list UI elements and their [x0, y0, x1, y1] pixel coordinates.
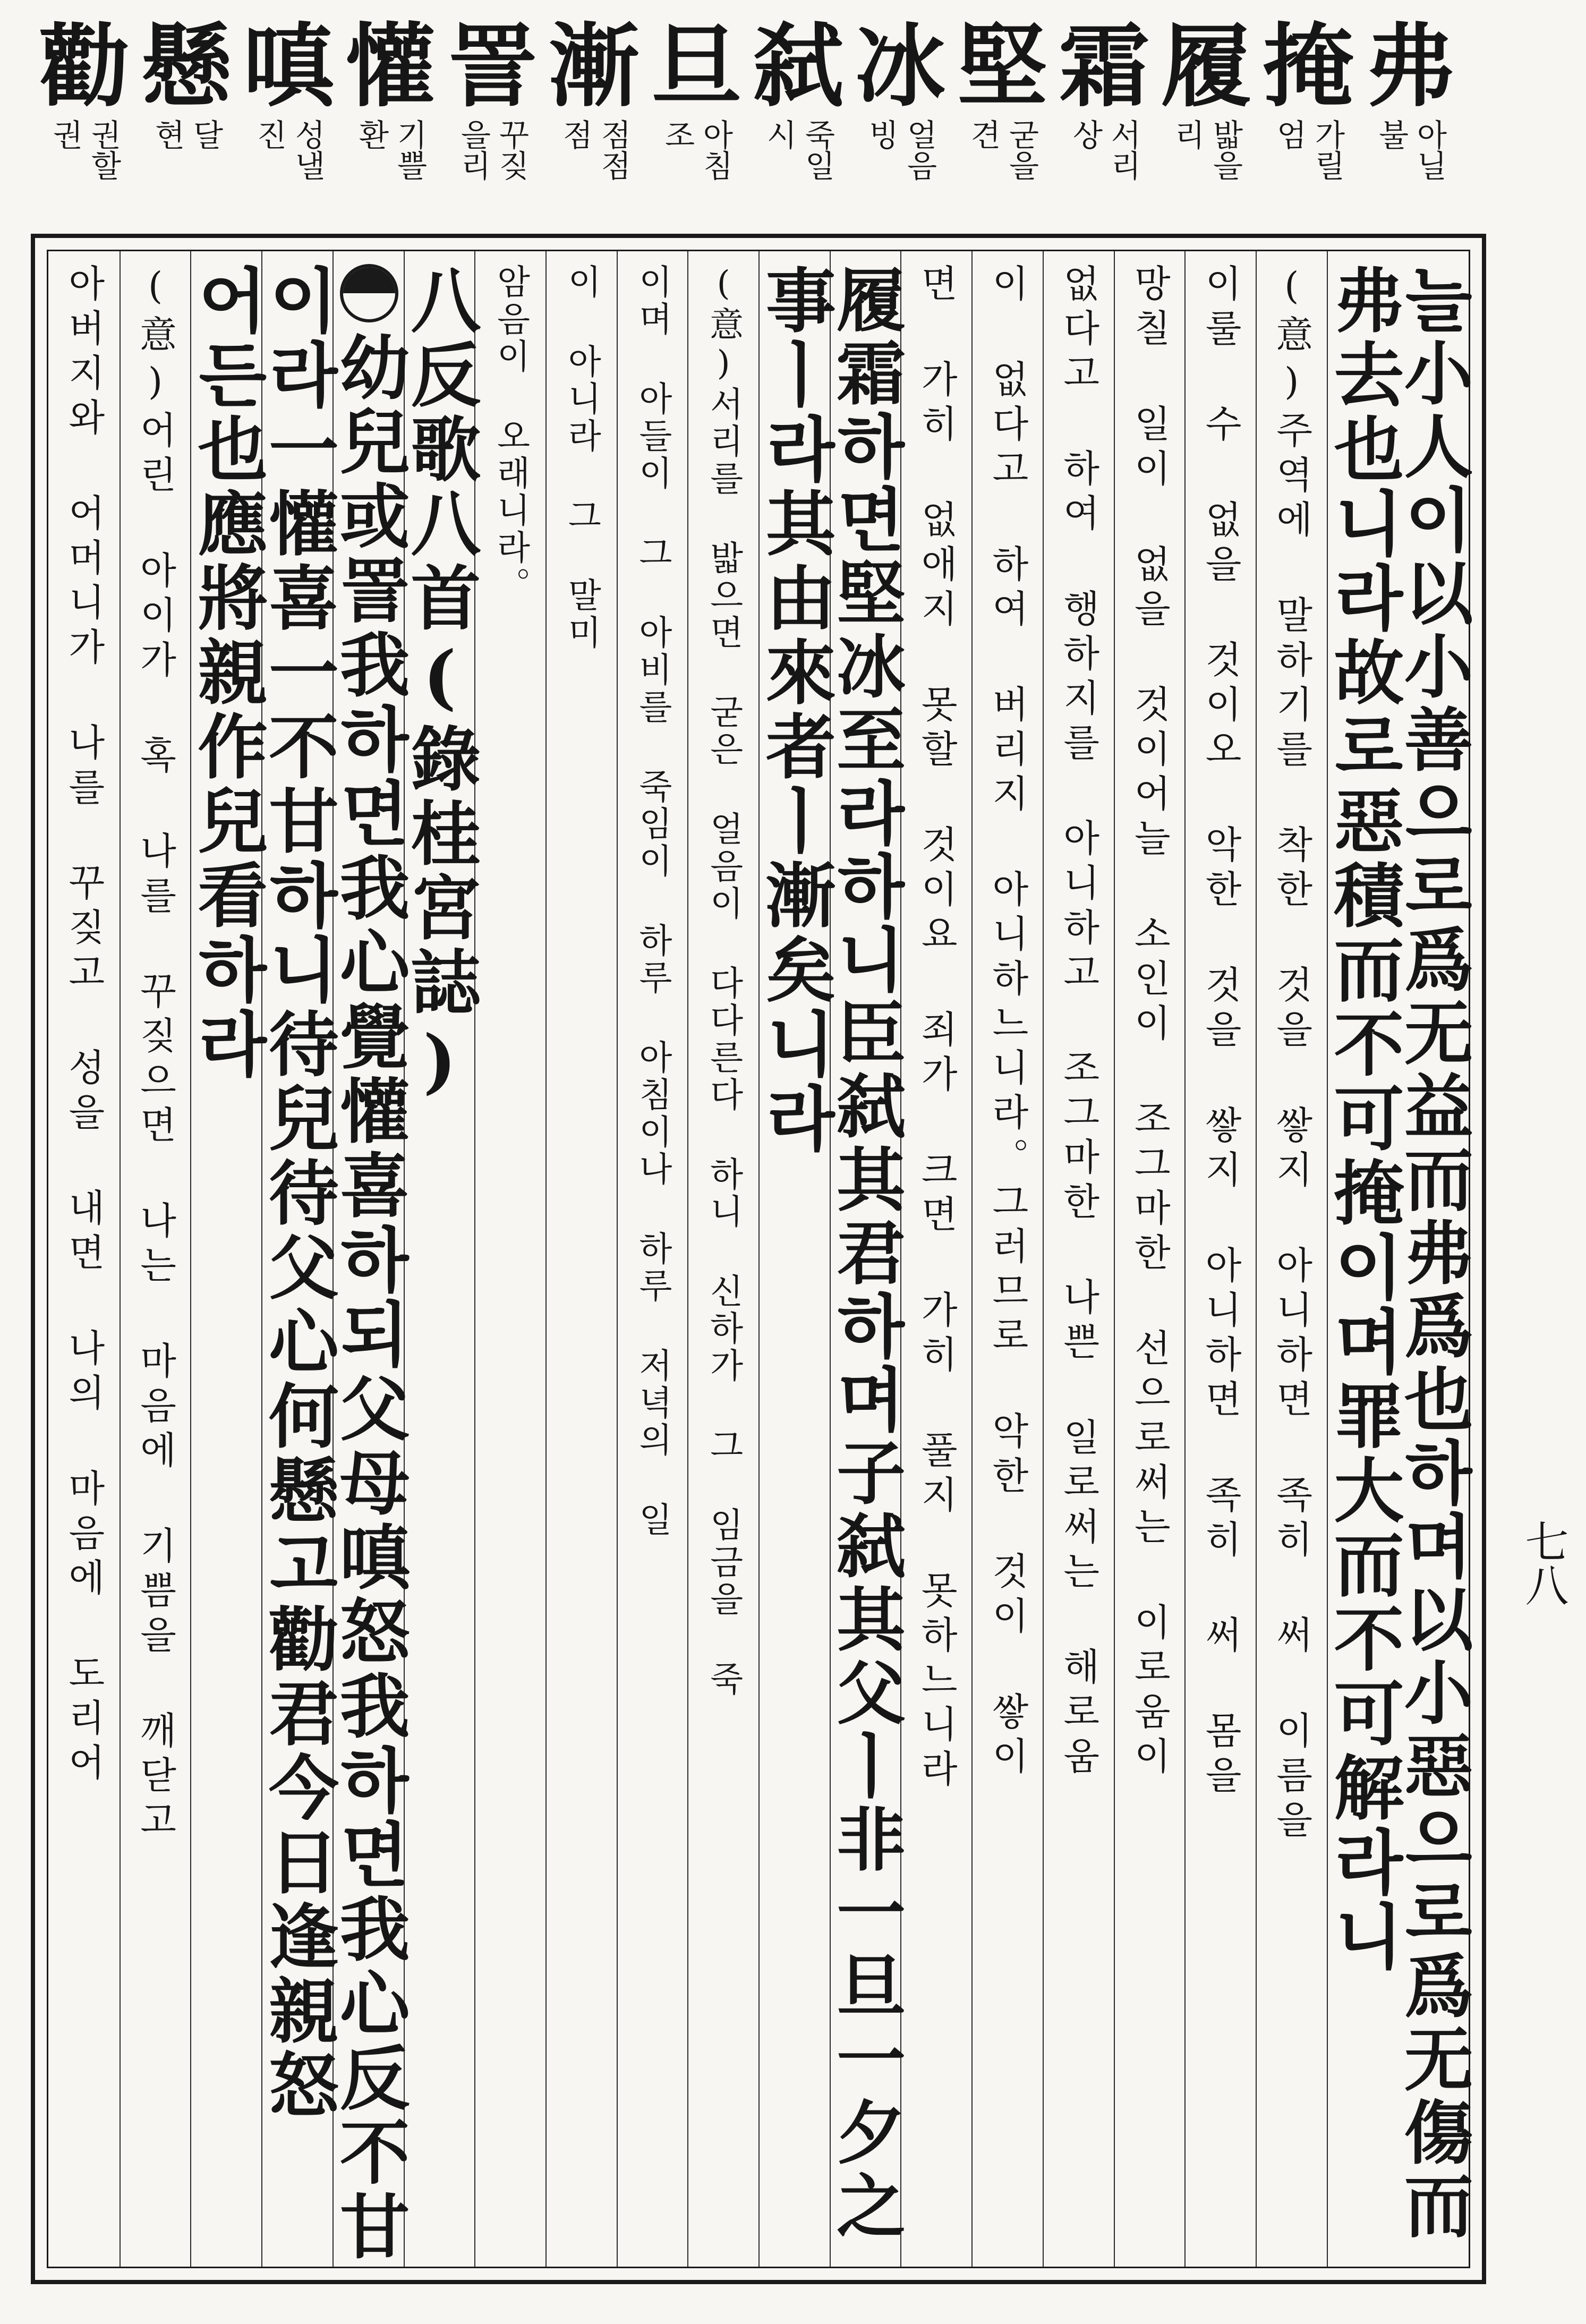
glossary-meaning: 밟을 [1207, 119, 1243, 181]
glossary-meaning: 얼음 [901, 119, 937, 181]
glossary-meaning: 가릴 [1309, 119, 1345, 181]
korean-translation-line: 아버지와 어머니가 나를 꾸짖고 성을 내면 나의 마음에 도리어 [62, 264, 106, 1787]
glossary-sound: 상 [1067, 119, 1103, 150]
glossary-char: 堅 [957, 13, 1047, 120]
text-frame-inner [47, 250, 1474, 2268]
text-frame [31, 234, 1486, 2284]
taeguk-icon [340, 264, 398, 322]
korean-translation-line: 이 없다고 하여 버리지 아니하느니라。그러므로 악한 것이 쌓이 [985, 264, 1029, 1781]
text-column [971, 251, 1043, 2267]
hanja-passage-line: 이라一懽喜一不甘하니待兒待父心何懸고勸君今日逢親怒 [256, 264, 339, 2123]
glossary-meaning: 죽일 [799, 119, 835, 181]
glossary-sound: 리 [1169, 119, 1205, 150]
glossary-sound: 시 [761, 119, 797, 150]
korean-translation-line: 망칠 일이 없을 것이어늘 소인이 조그마한 선으로써는 이로움이 [1128, 264, 1172, 1781]
glossary-meaning: 달 [187, 119, 224, 150]
glossary-char: 漸 [549, 13, 639, 120]
glossary-meaning: 아닐 [1411, 119, 1447, 181]
glossary-sound: 권 [47, 119, 83, 150]
glossary-sound: 진 [251, 119, 287, 150]
glossary-meaning: 권할 [86, 119, 122, 181]
glossary-meaning: 기쁠 [391, 119, 428, 181]
text-column [1114, 251, 1185, 2267]
glossary-sound: 을리 [455, 119, 491, 181]
glossary-char: 霜 [1059, 13, 1149, 120]
glossary-char: 弗 [1365, 13, 1455, 120]
text-column [753, 251, 836, 2267]
glossary-char: 冰 [855, 13, 945, 120]
korean-translation-line: 암음이 오래니라。 [491, 264, 531, 604]
text-column [120, 251, 191, 2267]
hanja-passage-line: 幼兒或詈我하면我心覺懽喜하되父母嗔怒我하면我心反不甘 [327, 331, 410, 2265]
korean-translation-line: 이룰 수 없을 것이오 악한 것을 쌓지 아니하면 족히 써 몸을 [1199, 264, 1243, 1800]
text-column [1184, 251, 1256, 2267]
glossary-char: 勸 [39, 13, 130, 120]
glossary-char: 懸 [141, 13, 232, 120]
glossary-sound: 환 [353, 119, 389, 150]
glossary-sound: 견 [965, 119, 1001, 150]
text-column [474, 251, 545, 2267]
text-column [617, 251, 688, 2267]
korean-translation-line: 이며 아들이 그 아비를 죽임이 하루 아침이나 하루 저녁의 일 [633, 264, 672, 1539]
glossary-meaning: 아침 [697, 119, 734, 181]
text-column [185, 251, 268, 2267]
glossary-char: 掩 [1263, 13, 1353, 120]
hanja-passage-line: 弗去也니라故로惡積而不可掩이며罪大而不可解라니 [1321, 264, 1404, 1974]
text-column [545, 251, 617, 2267]
text-column [1393, 251, 1474, 2267]
glossary-char: 懽 [345, 13, 436, 120]
text-column [825, 251, 907, 2267]
glossary-char: 旦 [651, 13, 741, 120]
text-column [687, 251, 758, 2267]
korean-translation-line: (意)어린 아이가 혹 나를 꾸짖으면 나는 마음에 기쁨을 깨닫고 [133, 264, 177, 1845]
text-column [900, 251, 971, 2267]
glossary-sound: 불 [1373, 119, 1409, 150]
korean-translation-line: 이 아니라 그 말미 [561, 264, 601, 652]
glossary-entry [13, 13, 156, 228]
text-column [1043, 251, 1114, 2267]
glossary-sound: 조 [659, 119, 695, 150]
glossary-char: 詈 [447, 13, 538, 120]
text-column [48, 251, 120, 2267]
text-column [256, 251, 339, 2267]
page-number: 七八 [1518, 1519, 1568, 1606]
korean-translation-line: 면 가히 없애지 못할 것이요 죄가 크면 가히 풀지 못하느니라 [915, 264, 959, 1794]
hanja-passage-line: 八反歌八首(錄桂宮誌) [398, 264, 481, 1106]
text-column [398, 251, 481, 2267]
glossary-char: 嗔 [243, 13, 334, 120]
glossary-sound: 빙 [863, 119, 899, 150]
glossary-meaning: 서리 [1105, 119, 1141, 181]
korean-translation-line: (意)주역에 말하기를 착한 것을 쌓지 아니하면 족히 써 이름을 [1269, 264, 1314, 1845]
glossary-sound: 엄 [1271, 119, 1307, 150]
text-column [1321, 251, 1404, 2267]
text-column [1256, 251, 1327, 2267]
glossary-meaning: 성낼 [289, 119, 326, 181]
glossary-char: 履 [1161, 13, 1251, 120]
glossary-char: 弑 [753, 13, 843, 120]
glossary-sound: 현 [149, 119, 185, 150]
hanja-passage-line: 事ㅣ라其由來者ㅣ漸矣니라 [753, 264, 836, 1156]
korean-translation-line: (意)서리를 밟으면 굳은 얼음이 다다른다 하니 신하가 그 임금을 죽 [704, 264, 744, 1698]
glossary-meaning: 굳을 [1003, 119, 1039, 181]
glossary-meaning: 점점 [595, 119, 632, 181]
korean-translation-line: 없다고 하여 행하지를 아니하고 조그마한 나쁜 일로써는 해로움 [1056, 264, 1101, 1781]
hanja-passage-line: 늘小人이以小善으로爲无益而弗爲也하며以小惡으로爲无傷而 [1393, 264, 1474, 2243]
glossary-strip [32, 13, 1482, 228]
glossary-sound: 점 [557, 119, 593, 150]
glossary-meaning: 꾸짖 [493, 119, 530, 181]
hanja-passage-line: 어든也應將親作兒看하라 [185, 264, 268, 1082]
text-column [327, 251, 410, 2267]
hanja-passage-line: 履霜하면堅冰至라하니臣弑其君하며子弑其父ㅣ非一旦一夕之 [825, 264, 907, 2243]
